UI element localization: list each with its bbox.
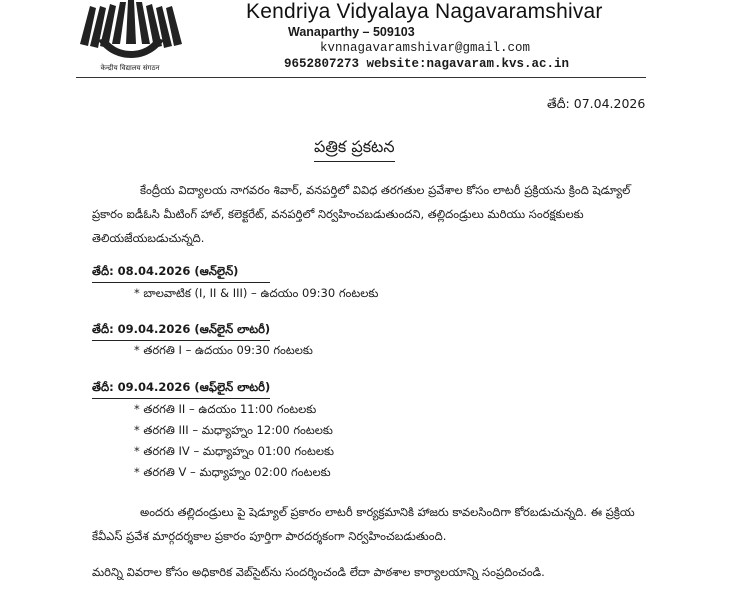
schedule-item: * తరగతి V – మధ్యాహ్నం 02:00 గంటలకు	[134, 465, 331, 479]
school-email: kvnnagavaramshivar@gmail.com	[320, 41, 531, 55]
closing-paragraph: అందరు తల్లిదండ్రులు పై షెడ్యూల్ ప్రకారం లాటరీ కార్యక్రమానికి హాజరు కావలసిందిగా కోరబడుచున్నది. ఈ ప్రక్రియ కేవీఎస్ ప్రవేశ మార్గదర్శకాల ప్రకారం పూర్తిగా పారదర్శకంగా నిర్వహించబడుతుంది.	[92, 505, 635, 543]
footer-paragraph: మరిన్ని వివరాల కోసం అధికారిక వెబ్‌సైట్‌ను సందర్శించండి లేదా పాఠశాల కార్యాలయాన్ని సంప్రదించండి.	[92, 565, 545, 579]
school-phone-website: 9652807273 website:nagavaram.kvs.ac.in	[284, 57, 570, 71]
school-name: Kendriya Vidyalaya Nagavaramshivar	[246, 0, 603, 23]
section-underline-1	[92, 282, 270, 283]
section-underline-3	[92, 398, 270, 399]
school-address: Wanaparthy – 509103	[288, 25, 415, 39]
kvs-logo-icon	[76, 0, 186, 74]
schedule-item: * బాలవాటిక (I, II & III) – ఉదయం 09:30 గంటలకు	[134, 286, 379, 300]
section-heading-3: తేదీ: 09.04.2026 (ఆఫ్‌లైన్ లాటరీ)	[92, 380, 271, 394]
logo-caption: केन्द्रीय विद्यालय संगठन	[100, 64, 160, 72]
letterhead	[0, 0, 730, 80]
section-heading-2: తేదీ: 09.04.2026 (ఆన్‌లైన్ లాటరీ)	[92, 322, 271, 336]
intro-paragraph: కేంద్రీయ విద్యాలయ నాగవరం శివార్, వనపర్తిలో వివిధ తరగతుల ప్రవేశాల కోసం లాటరీ ప్రక్రియను క్రింది షెడ్యూల్ ప్రకారం ఐడీఓసి మీటింగ్ హాల్, కలెక్టరేట్, వనపర్తిలో నిర్వహించబడుతుందని, తల్లిదండ్రులు మరియు సంరక్షకులకు తెలియజేయబడుచున్నది.	[92, 183, 631, 245]
schedule-item: * తరగతి II – ఉదయం 11:00 గంటలకు	[134, 402, 317, 416]
header-divider	[76, 77, 646, 78]
schedule-item: * తరగతి I – ఉదయం 09:30 గంటలకు	[134, 343, 313, 357]
schedule-item: * తరగతి III – మధ్యాహ్నం 12:00 గంటలకు	[134, 423, 333, 437]
schedule-item: * తరగతి IV – మధ్యాహ్నం 01:00 గంటలకు	[134, 444, 334, 458]
section-underline-2	[92, 340, 270, 341]
notice-date: తేదీ: 07.04.2026	[547, 96, 646, 111]
section-heading-1: తేదీ: 08.04.2026 (ఆన్‌లైన్)	[92, 264, 239, 278]
notice-title: పత్రిక ప్రకటన	[314, 137, 395, 162]
